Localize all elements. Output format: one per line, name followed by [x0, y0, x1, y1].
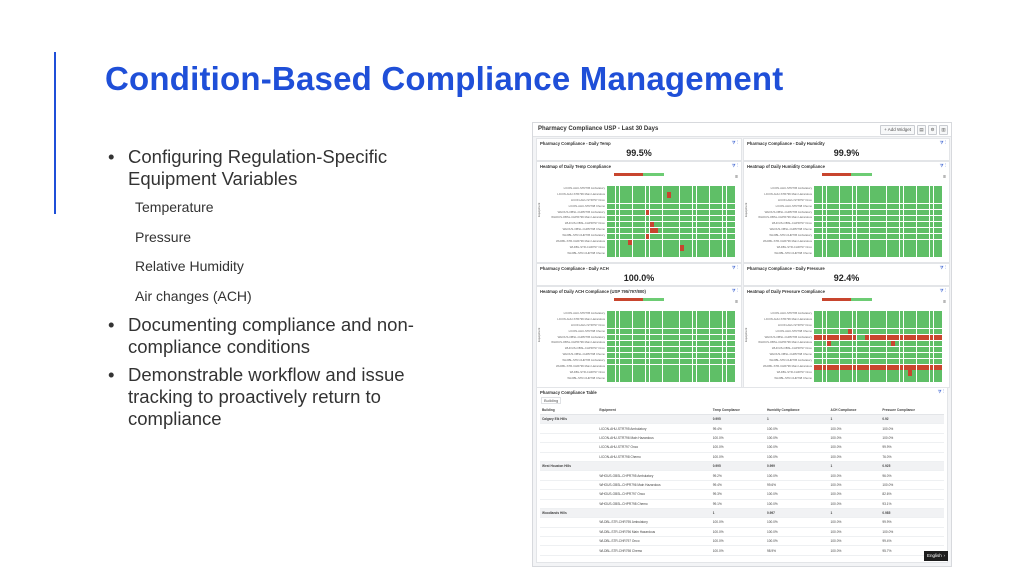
table-cell: WLDBL-STR-CHR795 Ambulatory — [597, 518, 710, 527]
heatmap-cell — [731, 311, 735, 317]
table-cell: 99.4% — [711, 424, 765, 433]
table-row[interactable] — [540, 480, 944, 489]
table-group-row[interactable] — [540, 461, 944, 470]
table-cell: 99.1% — [711, 499, 765, 508]
bullet-item: • Demonstrable workflow and issue tracking to proactively return to compliance — [108, 364, 453, 430]
heatmap-y-label: WHOUS-OBSL-CHPR798 Chemo — [562, 352, 605, 357]
table-cell: WHOUS-OBSL-CHPR797 Onco — [597, 490, 710, 499]
heatmap-y-label: WLDBL-STR-CHR798 Chemo — [774, 375, 812, 380]
add-widget-button[interactable]: + Add Widget — [880, 125, 915, 135]
sub-bullet-item: Pressure — [135, 228, 192, 245]
bullet-list — [108, 146, 453, 436]
calendar-icon[interactable]: ▤ — [917, 125, 926, 135]
table-cell — [540, 518, 597, 527]
table-cell: 100.0% — [765, 527, 829, 536]
heatmap-cell — [731, 198, 735, 204]
table-cell: 0.925 — [880, 461, 944, 470]
heatmap-y-label: LICON-AHU-STR797 Onco — [777, 197, 812, 202]
table-cell: 99.2% — [711, 471, 765, 480]
heatmap-cell — [731, 210, 735, 216]
table-cell: 100.0% — [711, 537, 765, 546]
heatmap-y-label: WHOUS-OBSL-CHPR796 Main Hazardous — [551, 340, 605, 345]
heatmap-cell — [938, 347, 942, 353]
table-cell — [540, 499, 597, 508]
table-cell: LICON-AHU-STR795 Ambulatory — [597, 424, 710, 433]
table-cell: 100.0% — [829, 480, 881, 489]
filter-icon[interactable]: ⧩ ⋮ — [939, 140, 946, 145]
heatmap-grid — [814, 186, 942, 257]
menu-icon[interactable]: ≡ — [943, 174, 946, 180]
table-cell: 99.4% — [711, 480, 765, 489]
heatmap-y-axis-label: Equipment — [537, 202, 541, 217]
heatmap-y-labels — [543, 186, 605, 257]
heatmap-y-label: WLDBL-STR-CHR797 Onco — [776, 244, 812, 249]
heatmap-cell — [731, 323, 735, 329]
heatmap-title: Heatmap of Daily Temp Compliance — [540, 164, 611, 169]
heatmap-cell — [938, 186, 942, 192]
table-cell — [540, 527, 597, 536]
dashboard-screenshot — [532, 122, 952, 567]
heatmap-y-label: WLDBL-STR-CHR795 Ambulatory — [769, 233, 812, 238]
heatmap-title: Heatmap of Daily ACH Compliance (USP 795/797/800) — [540, 289, 646, 294]
table-cell: 100.0% — [711, 433, 765, 442]
heatmap-cell — [938, 359, 942, 365]
table-cell: 0.985 — [880, 508, 944, 517]
table-cell: 1 — [829, 461, 881, 470]
table-cell: 0.995 — [711, 461, 765, 470]
kpi-value: 100.0% — [623, 273, 655, 283]
heatmap-y-label: LICON-AHU-STR795 Ambulatory — [770, 311, 812, 315]
table-cell: 99.9% — [880, 518, 944, 527]
table-cell: 1 — [711, 508, 765, 517]
heatmap-y-label: WLDBL-STR-CHR797 Onco — [569, 369, 605, 374]
table-cell: 100.0% — [829, 490, 881, 499]
table-cell: 82.6% — [880, 490, 944, 499]
chevron-right-icon: › — [943, 553, 945, 558]
table-group-row[interactable] — [540, 415, 944, 424]
table-header-cell[interactable]: Equipment — [597, 406, 710, 415]
heatmap-cell — [731, 251, 735, 257]
heatmap-cell — [938, 216, 942, 222]
heatmap-y-label: WLDBL-STR-CHR796 Main Hazardous — [556, 364, 605, 369]
table-cell: WLDBL-STR-CHR797 Onco — [597, 537, 710, 546]
heatmap-cell — [938, 222, 942, 228]
table-header-cell[interactable]: Humidity Compliance — [765, 406, 829, 415]
table-cell: 0.995 — [711, 415, 765, 424]
heatmap-cell — [938, 204, 942, 210]
heatmap-cell — [938, 251, 942, 257]
table-body — [540, 415, 944, 556]
table-row[interactable] — [540, 490, 944, 499]
kpi-card-humidity — [743, 138, 950, 161]
heatmap-y-axis-label: Equipment — [744, 327, 748, 342]
heatmap-y-label: WHOUS-OBSL-CHPR795 Ambulatory — [764, 209, 812, 214]
table-cell: 100.0% — [765, 518, 829, 527]
table-cell: Calgary Elk Hills — [540, 415, 597, 424]
table-cell: WHOUS-OBSL-CHPR798 Chemo — [597, 499, 710, 508]
heatmap-y-label: WLDBL-STR-CHR796 Main Hazardous — [763, 239, 812, 244]
table-cell: 100.0% — [711, 443, 765, 452]
heatmap-y-label: WHOUS-OBSL-CHPR795 Ambulatory — [557, 209, 605, 214]
heatmap-cell — [731, 204, 735, 210]
table-cell — [540, 480, 597, 489]
table-cell — [540, 471, 597, 480]
heatmap-grid — [607, 311, 735, 382]
table-cell: LICON-AHU-STR798 Chemo — [597, 452, 710, 461]
bullet-item: • Configuring Regulation-Specific Equipment Variables — [108, 146, 453, 190]
heatmap-y-labels — [543, 311, 605, 382]
heatmap-y-label: WHOUS-OBSL-CHPR797 Onco — [564, 221, 605, 226]
sub-bullet-item: Temperature — [135, 199, 214, 215]
heatmap-y-label: WLDBL-STR-CHR795 Ambulatory — [562, 358, 605, 363]
table-cell: 100.0% — [880, 480, 944, 489]
table-row[interactable] — [540, 537, 944, 546]
table-row[interactable] — [540, 527, 944, 536]
menu-icon[interactable]: ≡ — [735, 299, 738, 305]
heatmap-cell — [938, 341, 942, 347]
heatmap-y-label: WLDBL-STR-CHR797 Onco — [569, 244, 605, 249]
table-cell: 100.0% — [711, 527, 765, 536]
table-cell: 100.0% — [829, 499, 881, 508]
heatmap-legend — [822, 173, 872, 181]
table-cell: 98.9% — [765, 546, 829, 555]
table-cell: WHOUS-OBSL-CHPR796 Main Hazardous — [597, 480, 710, 489]
table-row[interactable] — [540, 499, 944, 508]
trash-icon[interactable]: ▥ — [939, 125, 948, 135]
heatmap-title: Heatmap of Daily Humidity Compliance — [747, 164, 825, 169]
heatmap-y-label: WLDBL-STR-CHR798 Chemo — [774, 250, 812, 255]
filter-icon[interactable]: ⧩ ⋮ — [731, 163, 738, 168]
table-cell: LICON-AHU-STR797 Onco — [597, 443, 710, 452]
heatmap-cell — [938, 317, 942, 323]
table-cell: LICON-AHU-STR796 Main Hazardous — [597, 433, 710, 442]
table-cell: 100.0% — [829, 471, 881, 480]
table-cell: 76.0% — [880, 452, 944, 461]
heatmap-y-label: WHOUS-OBSL-CHPR797 Onco — [771, 221, 812, 226]
table-cell: 100.0% — [829, 443, 881, 452]
heatmap-cell — [731, 370, 735, 376]
table-cell: 100.0% — [829, 452, 881, 461]
heatmap-cell — [938, 335, 942, 341]
heatmap-cell — [731, 329, 735, 335]
kpi-value: 99.5% — [626, 148, 652, 158]
heatmap-cell — [731, 317, 735, 323]
filter-icon[interactable]: ⧩ ⋮ — [939, 288, 946, 293]
menu-icon[interactable]: ≡ — [943, 299, 946, 305]
heatmap-y-label: WHOUS-OBSL-CHPR798 Chemo — [769, 227, 812, 232]
heatmap-y-label: WLDBL-STR-CHR796 Main Hazardous — [556, 239, 605, 244]
table-cell: 0.999 — [765, 461, 829, 470]
heatmap-cell — [731, 222, 735, 228]
compliance-table — [540, 406, 944, 556]
table-cell: 96.0% — [880, 471, 944, 480]
table-cell: 0.92 — [880, 415, 944, 424]
table-cell — [597, 415, 710, 424]
heatmap-grid — [814, 311, 942, 382]
table-cell: WHOUS-OBSL-CHPR795 Ambulatory — [597, 471, 710, 480]
heatmap-cell — [731, 376, 735, 382]
bullet-item: • Documenting compliance and non-compliance conditions — [108, 314, 453, 358]
table-cell: 100.0% — [829, 546, 881, 555]
table-row[interactable] — [540, 452, 944, 461]
filter-icon[interactable]: ⧩ ⋮ — [939, 265, 946, 270]
table-cell: Woodlands Hills — [540, 508, 597, 517]
table-cell: 100.0% — [829, 424, 881, 433]
heatmap-cell — [731, 216, 735, 222]
table-cell: 100.0% — [711, 546, 765, 555]
table-cell: 0.997 — [765, 508, 829, 517]
heatmap-y-labels — [750, 186, 812, 257]
heatmap-cell — [938, 365, 942, 371]
heatmap-cell — [938, 228, 942, 234]
heatmap-legend — [614, 298, 664, 306]
table-cell: 100.0% — [711, 518, 765, 527]
heatmap-cell — [938, 323, 942, 329]
title-accent-line — [54, 52, 56, 214]
heatmap-y-label: WHOUS-OBSL-CHPR795 Ambulatory — [764, 334, 812, 339]
table-cell — [540, 537, 597, 546]
gear-icon[interactable]: ⚙ — [928, 125, 937, 135]
heatmap-cell — [938, 329, 942, 335]
table-cell: 100.0% — [829, 537, 881, 546]
heatmap-cell — [938, 240, 942, 246]
kpi-title: Pharmacy Compliance - Daily Temp — [540, 141, 611, 146]
filter-icon[interactable]: ⧩ ⋮ — [939, 163, 946, 168]
heatmap-y-label: WLDBL-STR-CHR795 Ambulatory — [562, 233, 605, 238]
language-selector[interactable] — [924, 551, 948, 561]
heatmap-y-label: WHOUS-OBSL-CHPR797 Onco — [564, 346, 605, 351]
table-cell — [540, 443, 597, 452]
table-cell: 1 — [829, 508, 881, 517]
heatmap-legend — [822, 298, 872, 306]
table-cell: 1 — [765, 415, 829, 424]
table-cell: 100.0% — [711, 452, 765, 461]
heatmap-y-axis-label: Equipment — [537, 327, 541, 342]
heatmap-card-pressure — [743, 286, 950, 388]
heatmap-cell — [938, 192, 942, 198]
table-cell: 1 — [829, 415, 881, 424]
heatmap-y-label: LICON-AHU-STR796 Main Hazardous — [764, 316, 812, 321]
table-cell: 100.0% — [765, 490, 829, 499]
heatmap-y-label: LICON-AHU-STR797 Onco — [777, 322, 812, 327]
table-cell — [597, 461, 710, 470]
table-cell: 99.6% — [765, 480, 829, 489]
dashboard-title: Pharmacy Compliance USP - Last 30 Days — [538, 126, 659, 132]
heatmap-cell — [731, 335, 735, 341]
heatmap-card-ach — [536, 286, 742, 388]
table-row[interactable] — [540, 433, 944, 442]
dashboard-toolbar — [880, 125, 948, 135]
table-header-row — [540, 406, 944, 415]
sub-bullet-item: Air changes (ACH) — [135, 287, 252, 304]
heatmap-card-humidity — [743, 161, 950, 263]
heatmap-y-label: WHOUS-OBSL-CHPR798 Chemo — [562, 227, 605, 232]
heatmap-cell — [731, 359, 735, 365]
table-header-cell[interactable]: Pressure Compliance — [880, 406, 944, 415]
heatmap-y-label: WLDBL-STR-CHR798 Chemo — [567, 250, 605, 255]
heatmap-legend — [614, 173, 664, 181]
table-cell: 93.1% — [880, 499, 944, 508]
heatmap-y-label: WLDBL-STR-CHR798 Chemo — [567, 375, 605, 380]
heatmap-cell — [938, 376, 942, 382]
table-cell: 100.0% — [880, 433, 944, 442]
table-cell — [540, 490, 597, 499]
heatmap-y-label: WLDBL-STR-CHR796 Main Hazardous — [763, 364, 812, 369]
table-cell: 100.0% — [765, 452, 829, 461]
heatmap-y-label: WHOUS-OBSL-CHPR795 Ambulatory — [557, 334, 605, 339]
table-cell: 100.0% — [765, 537, 829, 546]
slide-title: Condition-Based Compliance Management — [105, 60, 784, 97]
table-cell: 100.0% — [829, 527, 881, 536]
table-row[interactable] — [540, 518, 944, 527]
filter-icon[interactable]: ⧩ ⋮ — [731, 265, 738, 270]
heatmap-y-axis-label: Equipment — [744, 202, 748, 217]
kpi-title: Pharmacy Compliance - Daily Pressure — [747, 266, 825, 271]
table-cell: 99.4% — [880, 537, 944, 546]
table-header-cell[interactable]: Temp Compliance — [711, 406, 765, 415]
heatmap-y-label: LICON-AHU-STR797 Onco — [570, 197, 605, 202]
heatmap-y-label: LICON-AHU-STR797 Onco — [570, 322, 605, 327]
heatmap-y-label: WLDBL-STR-CHR797 Onco — [776, 369, 812, 374]
heatmap-cell — [731, 341, 735, 347]
heatmap-y-label: WHOUS-OBSL-CHPR796 Main Hazardous — [758, 215, 812, 220]
table-cell: 100.0% — [765, 471, 829, 480]
table-cell — [540, 433, 597, 442]
table-cell: 100.0% — [765, 499, 829, 508]
table-cell: 100.0% — [880, 527, 944, 536]
heatmap-cell — [731, 365, 735, 371]
kpi-card-temp — [536, 138, 742, 161]
kpi-title: Pharmacy Compliance - Daily ACH — [540, 266, 609, 271]
heatmap-y-label: LICON-AHU-STR796 Main Hazardous — [557, 191, 605, 196]
heatmap-cell — [731, 347, 735, 353]
table-cell: 100.0% — [765, 443, 829, 452]
heatmap-cell — [731, 245, 735, 251]
heatmap-cell — [938, 210, 942, 216]
heatmap-cell — [731, 353, 735, 359]
heatmap-y-label: LICON-AHU-STR796 Main Hazardous — [557, 316, 605, 321]
heatmap-grid — [607, 186, 735, 257]
heatmap-y-label: WHOUS-OBSL-CHPR798 Chemo — [769, 352, 812, 357]
table-cell — [597, 508, 710, 517]
heatmap-cell — [731, 228, 735, 234]
table-cell: 99.3% — [711, 490, 765, 499]
kpi-card-pressure — [743, 263, 950, 286]
table-cell: 95.7% — [880, 546, 944, 555]
heatmap-cell — [731, 234, 735, 240]
table-cell: 100.0% — [829, 518, 881, 527]
table-cell — [540, 424, 597, 433]
table-row[interactable] — [540, 443, 944, 452]
heatmap-y-label: LICON-AHU-STR798 Chemo — [775, 328, 812, 333]
filter-icon[interactable]: ⧩ ⋮ — [731, 288, 738, 293]
table-cell — [540, 452, 597, 461]
heatmap-y-label: LICON-AHU-STR798 Chemo — [568, 203, 605, 208]
table-row[interactable] — [540, 546, 944, 555]
heatmap-y-label: LICON-AHU-STR798 Chemo — [775, 203, 812, 208]
table-cell: West Houston Hills — [540, 461, 597, 470]
heatmap-y-label: WLDBL-STR-CHR795 Ambulatory — [769, 358, 812, 363]
table-cell — [540, 546, 597, 555]
heatmap-cell — [938, 234, 942, 240]
heatmap-title: Heatmap of Daily Pressure Compliance — [747, 289, 825, 294]
table-title: Pharmacy Compliance Table — [540, 390, 597, 395]
heatmap-y-label: LICON-AHU-STR795 Ambulatory — [563, 311, 605, 315]
filter-icon[interactable]: ⧩ ⋮ — [731, 140, 738, 145]
kpi-card-ach — [536, 263, 742, 286]
heatmap-y-label: LICON-AHU-STR795 Ambulatory — [770, 186, 812, 190]
table-header-cell[interactable]: ACH Compliance — [829, 406, 881, 415]
menu-icon[interactable]: ≡ — [735, 174, 738, 180]
heatmap-cell — [938, 198, 942, 204]
filter-icon[interactable]: ⧩ ⋮ — [937, 389, 944, 394]
group-by-chip[interactable]: Building — [541, 397, 561, 404]
heatmap-cell — [938, 353, 942, 359]
table-row[interactable] — [540, 424, 944, 433]
heatmap-cell — [938, 311, 942, 317]
table-group-row[interactable] — [540, 508, 944, 517]
table-cell: 99.9% — [880, 443, 944, 452]
kpi-value: 99.9% — [833, 148, 860, 158]
table-cell: 100.0% — [880, 424, 944, 433]
table-cell: 100.0% — [765, 424, 829, 433]
table-cell: 100.0% — [765, 433, 829, 442]
heatmap-y-label: LICON-AHU-STR798 Chemo — [568, 328, 605, 333]
heatmap-y-label: LICON-AHU-STR796 Main Hazardous — [764, 191, 812, 196]
compliance-table-card — [536, 387, 948, 563]
heatmap-y-label: WHOUS-OBSL-CHPR796 Main Hazardous — [551, 215, 605, 220]
table-row[interactable] — [540, 471, 944, 480]
kpi-value: 92.4% — [833, 273, 860, 283]
heatmap-y-label: LICON-AHU-STR795 Ambulatory — [563, 186, 605, 190]
table-cell: WLDBL-STR-CHR796 Main Hazardous — [597, 527, 710, 536]
heatmap-y-labels — [750, 311, 812, 382]
dashboard-header — [533, 123, 951, 137]
heatmap-cell — [731, 186, 735, 192]
heatmap-cell — [731, 192, 735, 198]
heatmap-cell — [938, 245, 942, 251]
heatmap-card-temp — [536, 161, 742, 263]
kpi-title: Pharmacy Compliance - Daily Humidity — [747, 141, 825, 146]
table-cell: 100.0% — [829, 433, 881, 442]
table-cell: WLDBL-STR-CHR798 Chemo — [597, 546, 710, 555]
sub-bullet-item: Relative Humidity — [135, 258, 244, 274]
heatmap-y-label: WHOUS-OBSL-CHPR796 Main Hazardous — [758, 340, 812, 345]
language-label: English — [927, 553, 942, 558]
heatmap-cell — [938, 370, 942, 376]
heatmap-cell — [731, 240, 735, 246]
table-header-cell[interactable]: Building — [540, 406, 597, 415]
heatmap-y-label: WHOUS-OBSL-CHPR797 Onco — [771, 346, 812, 351]
